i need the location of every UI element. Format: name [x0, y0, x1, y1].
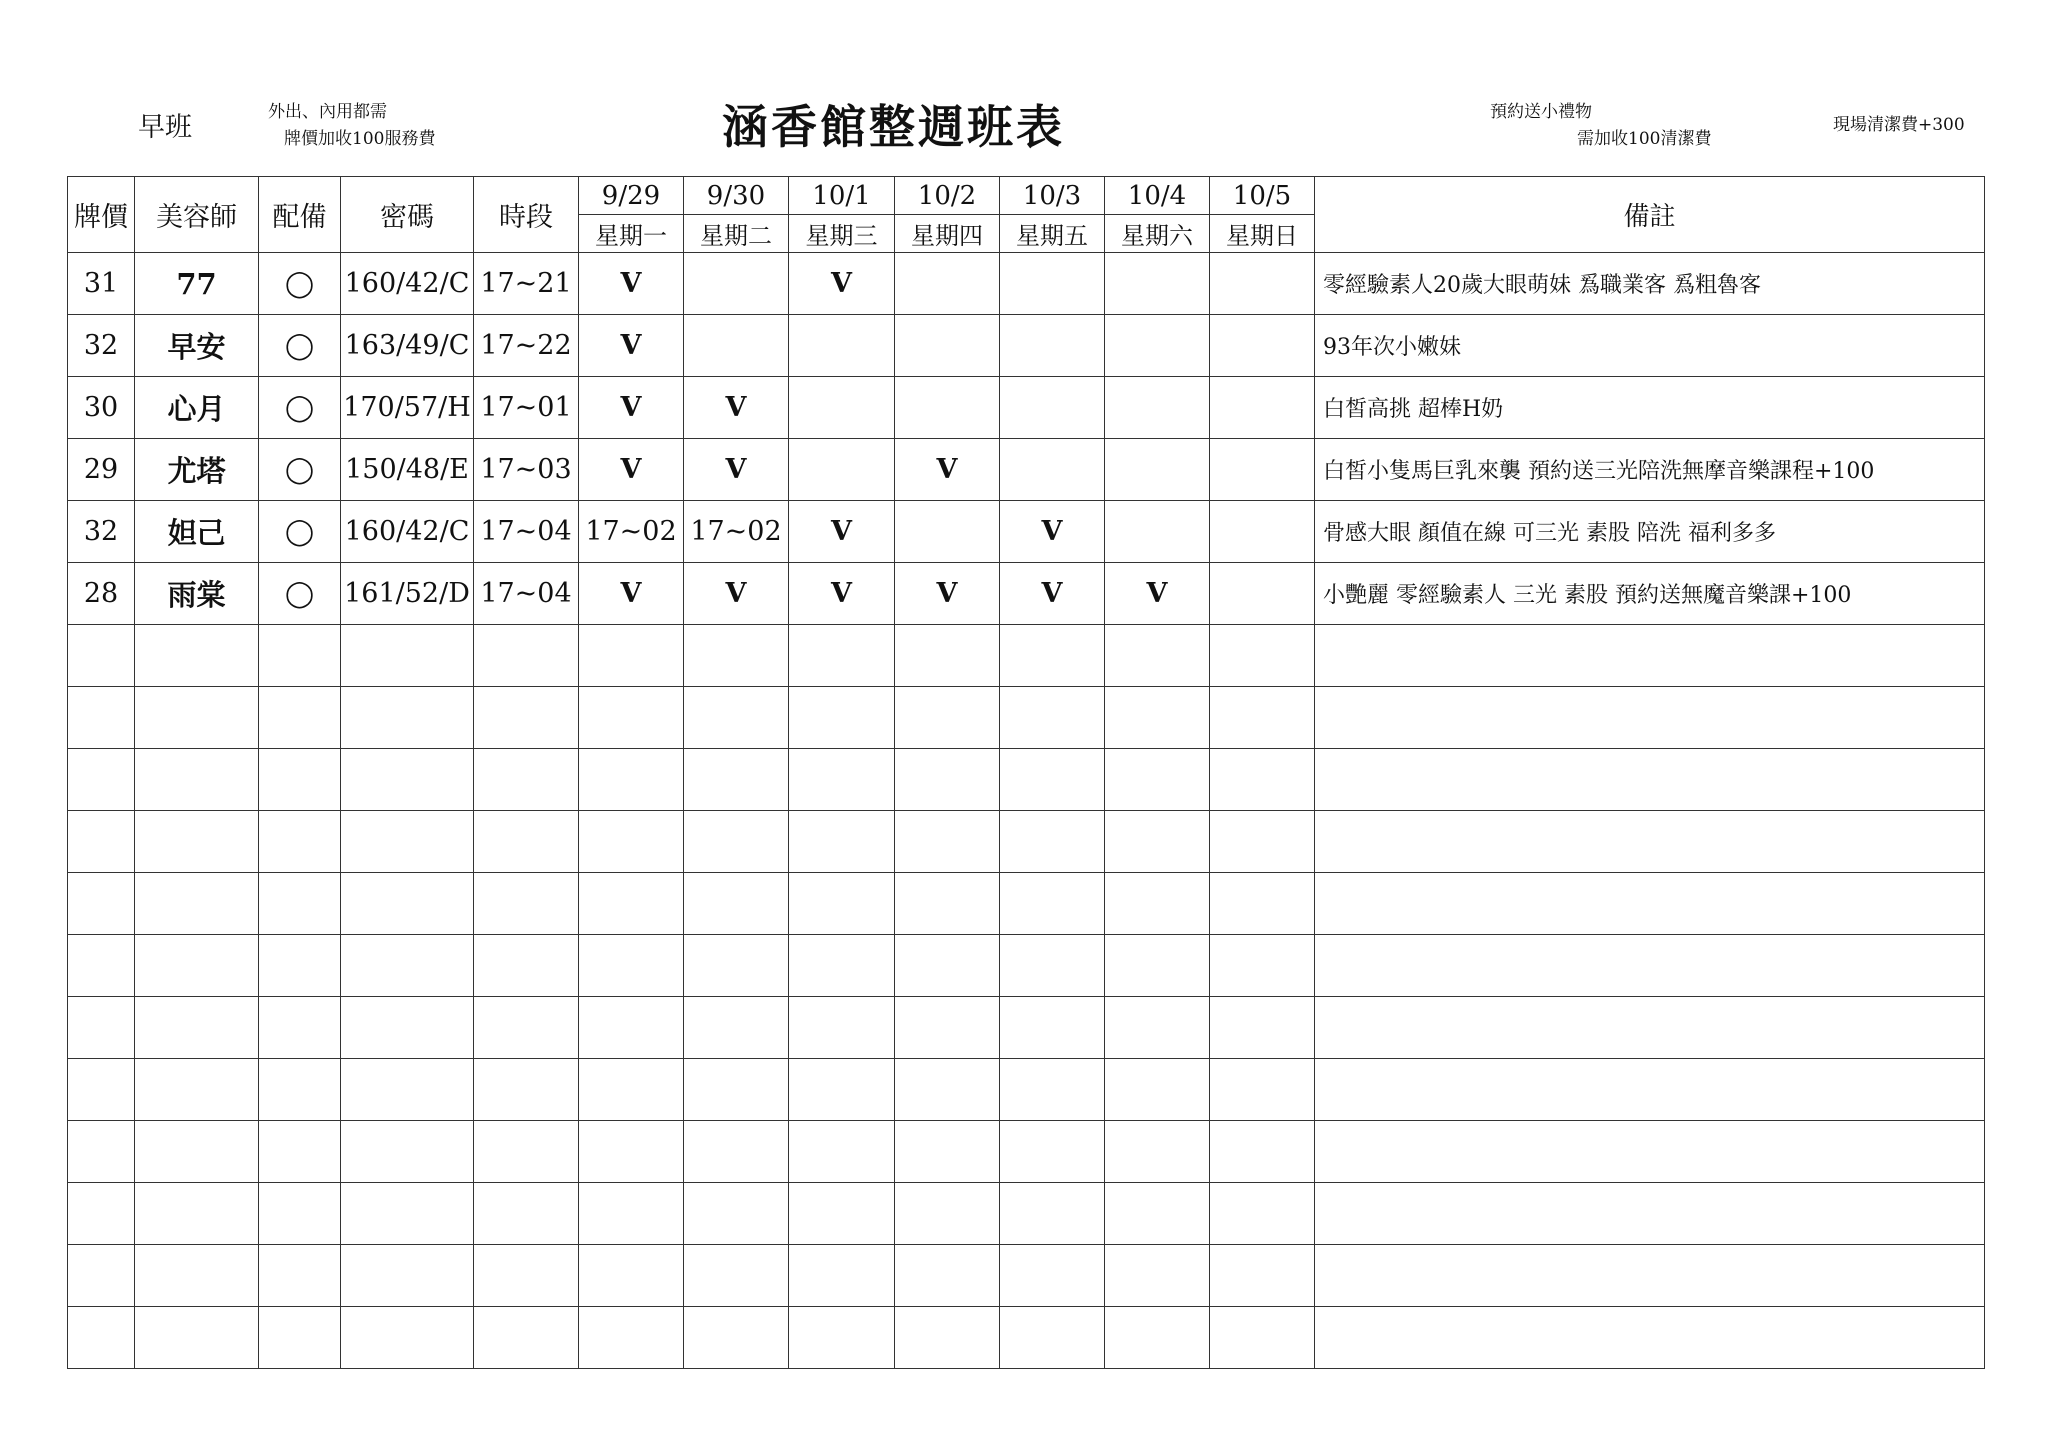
table-body — [68, 253, 1985, 1369]
empty-cell — [68, 935, 135, 997]
empty-cell — [474, 1059, 579, 1121]
empty-cell — [1315, 997, 1985, 1059]
equipment-cell: ◯ — [259, 439, 341, 501]
empty-cell — [579, 997, 684, 1059]
empty-cell — [1315, 935, 1985, 997]
column-header-weekday: 星期三 — [789, 215, 895, 253]
empty-cell — [579, 1307, 684, 1369]
empty-cell — [259, 997, 341, 1059]
service-fee-note-line2: 牌價加收100服務費 — [284, 129, 436, 149]
empty-cell — [135, 1245, 259, 1307]
day-cell — [1210, 253, 1315, 315]
empty-cell — [1105, 1121, 1210, 1183]
empty-cell — [579, 625, 684, 687]
day-cell: V — [1000, 501, 1105, 563]
stylist-name-cell: 77 — [135, 253, 259, 315]
empty-cell — [789, 625, 895, 687]
gift-note-line2: 需加收100清潔費 — [1577, 129, 1712, 149]
empty-cell — [1000, 749, 1105, 811]
empty-cell — [1105, 997, 1210, 1059]
empty-row — [68, 811, 1985, 873]
empty-cell — [1210, 625, 1315, 687]
empty-cell — [1315, 1183, 1985, 1245]
day-cell — [1210, 563, 1315, 625]
column-header-date: 10/2 — [895, 177, 1000, 215]
day-cell — [1105, 253, 1210, 315]
time-slot-cell: 17~01 — [474, 377, 579, 439]
code-cell: 163/49/C — [341, 315, 474, 377]
empty-row — [68, 687, 1985, 749]
empty-cell — [789, 997, 895, 1059]
empty-cell — [341, 687, 474, 749]
empty-cell — [1210, 811, 1315, 873]
empty-cell — [579, 873, 684, 935]
price-cell: 32 — [68, 315, 135, 377]
day-cell — [1210, 377, 1315, 439]
column-header-date: 9/29 — [579, 177, 684, 215]
day-cell — [895, 501, 1000, 563]
empty-cell — [1000, 1245, 1105, 1307]
time-slot-cell: 17~03 — [474, 439, 579, 501]
remarks-cell: 小艷麗 零經驗素人 三光 素股 預約送無魔音樂課+100 — [1315, 563, 1985, 625]
column-header-date: 10/4 — [1105, 177, 1210, 215]
empty-cell — [135, 997, 259, 1059]
empty-cell — [1315, 749, 1985, 811]
empty-cell — [68, 625, 135, 687]
equipment-cell: ◯ — [259, 315, 341, 377]
table-row — [68, 439, 1985, 501]
day-cell — [684, 315, 789, 377]
empty-row — [68, 1245, 1985, 1307]
empty-cell — [1315, 687, 1985, 749]
empty-cell — [135, 1183, 259, 1245]
column-header-weekday: 星期二 — [684, 215, 789, 253]
price-cell: 29 — [68, 439, 135, 501]
table-row — [68, 563, 1985, 625]
empty-row — [68, 625, 1985, 687]
column-header-date: 10/5 — [1210, 177, 1315, 215]
empty-cell — [474, 935, 579, 997]
empty-cell — [68, 1183, 135, 1245]
price-cell: 32 — [68, 501, 135, 563]
day-cell: V — [579, 253, 684, 315]
empty-cell — [1000, 935, 1105, 997]
empty-row — [68, 1121, 1985, 1183]
empty-cell — [1000, 811, 1105, 873]
day-cell: V — [684, 439, 789, 501]
empty-cell — [895, 1121, 1000, 1183]
remarks-cell: 零經驗素人20歲大眼萌妹 𤔡職業客 𤔡粗魯客 — [1315, 253, 1985, 315]
column-header-equipment: 配備 — [259, 177, 341, 253]
empty-cell — [895, 625, 1000, 687]
empty-cell — [341, 1307, 474, 1369]
empty-cell — [684, 1121, 789, 1183]
empty-cell — [895, 687, 1000, 749]
empty-cell — [259, 1245, 341, 1307]
empty-cell — [684, 997, 789, 1059]
shift-label: 早班 — [138, 112, 192, 143]
day-cell — [789, 377, 895, 439]
equipment-cell: ◯ — [259, 501, 341, 563]
empty-cell — [135, 1059, 259, 1121]
day-cell — [1210, 501, 1315, 563]
empty-cell — [474, 1245, 579, 1307]
empty-cell — [341, 749, 474, 811]
empty-cell — [135, 873, 259, 935]
empty-cell — [1000, 873, 1105, 935]
column-header-remarks: 備註 — [1315, 177, 1985, 253]
code-cell: 150/48/E — [341, 439, 474, 501]
empty-cell — [135, 749, 259, 811]
time-slot-cell: 17~04 — [474, 501, 579, 563]
empty-cell — [68, 997, 135, 1059]
empty-cell — [789, 1121, 895, 1183]
code-cell: 160/42/C — [341, 253, 474, 315]
empty-cell — [1105, 625, 1210, 687]
empty-row — [68, 873, 1985, 935]
empty-cell — [1105, 935, 1210, 997]
stylist-name-cell: 妲己 — [135, 501, 259, 563]
empty-cell — [135, 811, 259, 873]
empty-cell — [1210, 935, 1315, 997]
empty-cell — [895, 1059, 1000, 1121]
column-header-price: 牌價 — [68, 177, 135, 253]
empty-cell — [474, 1121, 579, 1183]
day-cell: V — [579, 377, 684, 439]
empty-cell — [474, 997, 579, 1059]
column-header-weekday: 星期四 — [895, 215, 1000, 253]
empty-cell — [259, 1183, 341, 1245]
empty-cell — [1000, 1059, 1105, 1121]
empty-cell — [1210, 1307, 1315, 1369]
empty-row — [68, 749, 1985, 811]
empty-cell — [789, 1245, 895, 1307]
day-cell — [789, 439, 895, 501]
empty-cell — [341, 935, 474, 997]
table-row — [68, 253, 1985, 315]
empty-cell — [1105, 1307, 1210, 1369]
empty-cell — [1315, 1307, 1985, 1369]
empty-cell — [1315, 1245, 1985, 1307]
empty-cell — [1210, 1183, 1315, 1245]
empty-cell — [1315, 625, 1985, 687]
empty-cell — [1210, 1059, 1315, 1121]
empty-cell — [1105, 1059, 1210, 1121]
empty-cell — [895, 873, 1000, 935]
day-cell: V — [684, 377, 789, 439]
empty-cell — [1000, 1121, 1105, 1183]
empty-row — [68, 1183, 1985, 1245]
empty-cell — [1210, 997, 1315, 1059]
column-header-date: 10/3 — [1000, 177, 1105, 215]
day-cell — [684, 253, 789, 315]
equipment-cell: ◯ — [259, 377, 341, 439]
day-cell: V — [1105, 563, 1210, 625]
stylist-name-cell: 雨棠 — [135, 563, 259, 625]
empty-cell — [895, 935, 1000, 997]
weekly-schedule-table — [67, 176, 1985, 1369]
empty-cell — [341, 1121, 474, 1183]
empty-row — [68, 997, 1985, 1059]
day-cell: V — [1000, 563, 1105, 625]
column-header-date: 10/1 — [789, 177, 895, 215]
stylist-name-cell: 早安 — [135, 315, 259, 377]
empty-cell — [1315, 873, 1985, 935]
empty-cell — [474, 873, 579, 935]
equipment-cell: ◯ — [259, 253, 341, 315]
empty-cell — [1000, 997, 1105, 1059]
empty-row — [68, 1307, 1985, 1369]
empty-cell — [341, 873, 474, 935]
empty-cell — [259, 811, 341, 873]
day-cell: V — [789, 253, 895, 315]
empty-cell — [684, 687, 789, 749]
empty-cell — [135, 625, 259, 687]
empty-cell — [895, 1307, 1000, 1369]
day-cell: V — [684, 563, 789, 625]
column-header-time: 時段 — [474, 177, 579, 253]
empty-cell — [684, 811, 789, 873]
day-cell — [895, 377, 1000, 439]
table-row — [68, 501, 1985, 563]
empty-cell — [341, 625, 474, 687]
empty-cell — [1000, 625, 1105, 687]
empty-cell — [1210, 749, 1315, 811]
column-header-weekday: 星期日 — [1210, 215, 1315, 253]
empty-cell — [1315, 1121, 1985, 1183]
empty-cell — [68, 1307, 135, 1369]
empty-cell — [259, 1121, 341, 1183]
empty-cell — [135, 935, 259, 997]
code-cell: 170/57/H — [341, 377, 474, 439]
empty-cell — [1105, 811, 1210, 873]
empty-cell — [579, 1121, 684, 1183]
column-header-weekday: 星期五 — [1000, 215, 1105, 253]
empty-cell — [789, 687, 895, 749]
empty-cell — [474, 749, 579, 811]
day-cell: V — [579, 439, 684, 501]
column-header-weekday: 星期一 — [579, 215, 684, 253]
empty-cell — [1105, 687, 1210, 749]
day-cell — [1000, 315, 1105, 377]
code-cell: 161/52/D — [341, 563, 474, 625]
day-cell: 17~02 — [579, 501, 684, 563]
table-row — [68, 315, 1985, 377]
empty-cell — [579, 1059, 684, 1121]
time-slot-cell: 17~22 — [474, 315, 579, 377]
empty-cell — [1315, 1059, 1985, 1121]
empty-cell — [684, 1307, 789, 1369]
empty-cell — [1105, 873, 1210, 935]
table-row — [68, 377, 1985, 439]
column-header-weekday: 星期六 — [1105, 215, 1210, 253]
empty-cell — [259, 873, 341, 935]
empty-cell — [895, 749, 1000, 811]
empty-cell — [1105, 749, 1210, 811]
empty-cell — [684, 1059, 789, 1121]
table-header — [68, 177, 1985, 253]
column-header-stylist: 美容師 — [135, 177, 259, 253]
empty-cell — [684, 935, 789, 997]
empty-cell — [1105, 1183, 1210, 1245]
empty-cell — [259, 935, 341, 997]
day-cell — [1210, 439, 1315, 501]
code-cell: 160/42/C — [341, 501, 474, 563]
day-cell — [1000, 377, 1105, 439]
empty-cell — [1210, 687, 1315, 749]
price-cell: 31 — [68, 253, 135, 315]
onsite-cleaning-fee-note: 現場清潔費+300 — [1833, 115, 1965, 135]
empty-cell — [68, 1121, 135, 1183]
empty-cell — [1000, 1307, 1105, 1369]
empty-cell — [895, 1245, 1000, 1307]
empty-cell — [579, 1183, 684, 1245]
stylist-name-cell: 心月 — [135, 377, 259, 439]
time-slot-cell: 17~21 — [474, 253, 579, 315]
equipment-cell: ◯ — [259, 563, 341, 625]
day-cell: V — [895, 439, 1000, 501]
empty-cell — [579, 811, 684, 873]
price-cell: 28 — [68, 563, 135, 625]
empty-cell — [789, 873, 895, 935]
empty-cell — [579, 749, 684, 811]
remarks-cell: 白皙小隻馬巨乳來襲 預約送三光陪洗無摩音樂課程+100 — [1315, 439, 1985, 501]
empty-cell — [341, 997, 474, 1059]
empty-cell — [1210, 1245, 1315, 1307]
empty-cell — [789, 811, 895, 873]
empty-cell — [68, 687, 135, 749]
day-cell — [1105, 439, 1210, 501]
column-header-code: 密碼 — [341, 177, 474, 253]
day-cell — [1210, 315, 1315, 377]
empty-cell — [135, 1121, 259, 1183]
day-cell: 17~02 — [684, 501, 789, 563]
empty-cell — [789, 1183, 895, 1245]
empty-cell — [259, 749, 341, 811]
empty-row — [68, 935, 1985, 997]
day-cell — [1105, 501, 1210, 563]
empty-cell — [341, 1059, 474, 1121]
empty-cell — [684, 1183, 789, 1245]
empty-cell — [1000, 687, 1105, 749]
day-cell: V — [789, 563, 895, 625]
empty-row — [68, 1059, 1985, 1121]
empty-cell — [68, 1059, 135, 1121]
empty-cell — [341, 811, 474, 873]
empty-cell — [895, 1183, 1000, 1245]
empty-cell — [684, 1245, 789, 1307]
stylist-name-cell: 尤塔 — [135, 439, 259, 501]
empty-cell — [684, 873, 789, 935]
day-cell — [1000, 439, 1105, 501]
empty-cell — [579, 935, 684, 997]
day-cell — [1000, 253, 1105, 315]
day-cell — [895, 253, 1000, 315]
gift-note-line1: 預約送小禮物 — [1490, 102, 1592, 122]
column-header-date: 9/30 — [684, 177, 789, 215]
empty-cell — [135, 687, 259, 749]
day-cell: V — [895, 563, 1000, 625]
empty-cell — [474, 811, 579, 873]
day-cell — [1105, 315, 1210, 377]
remarks-cell: 白皙高挑 超棒H奶 — [1315, 377, 1985, 439]
empty-cell — [1210, 1121, 1315, 1183]
day-cell: V — [579, 563, 684, 625]
empty-cell — [789, 1307, 895, 1369]
empty-cell — [1210, 873, 1315, 935]
day-cell — [1105, 377, 1210, 439]
empty-cell — [895, 997, 1000, 1059]
empty-cell — [789, 749, 895, 811]
day-cell: V — [579, 315, 684, 377]
empty-cell — [259, 1307, 341, 1369]
empty-cell — [68, 873, 135, 935]
remarks-cell: 骨感大眼 顏值在線 可三光 素股 陪洗 福利多多 — [1315, 501, 1985, 563]
empty-cell — [259, 625, 341, 687]
time-slot-cell: 17~04 — [474, 563, 579, 625]
day-cell — [895, 315, 1000, 377]
empty-cell — [135, 1307, 259, 1369]
empty-cell — [68, 811, 135, 873]
empty-cell — [474, 625, 579, 687]
empty-cell — [259, 1059, 341, 1121]
day-cell — [789, 315, 895, 377]
price-cell: 30 — [68, 377, 135, 439]
empty-cell — [684, 749, 789, 811]
empty-cell — [474, 687, 579, 749]
empty-cell — [474, 1307, 579, 1369]
empty-cell — [1315, 811, 1985, 873]
empty-cell — [895, 811, 1000, 873]
empty-cell — [259, 687, 341, 749]
empty-cell — [1000, 1183, 1105, 1245]
empty-cell — [68, 749, 135, 811]
service-fee-note-line1: 外出、內用都需 — [268, 102, 387, 122]
empty-cell — [341, 1245, 474, 1307]
empty-cell — [579, 1245, 684, 1307]
empty-cell — [789, 1059, 895, 1121]
day-cell: V — [789, 501, 895, 563]
empty-cell — [579, 687, 684, 749]
empty-cell — [341, 1183, 474, 1245]
empty-cell — [789, 935, 895, 997]
remarks-cell: 93年次小嫩妹 — [1315, 315, 1985, 377]
empty-cell — [68, 1245, 135, 1307]
empty-cell — [474, 1183, 579, 1245]
empty-cell — [684, 625, 789, 687]
page-title: 涵香館整週班表 — [722, 100, 1065, 154]
empty-cell — [1105, 1245, 1210, 1307]
